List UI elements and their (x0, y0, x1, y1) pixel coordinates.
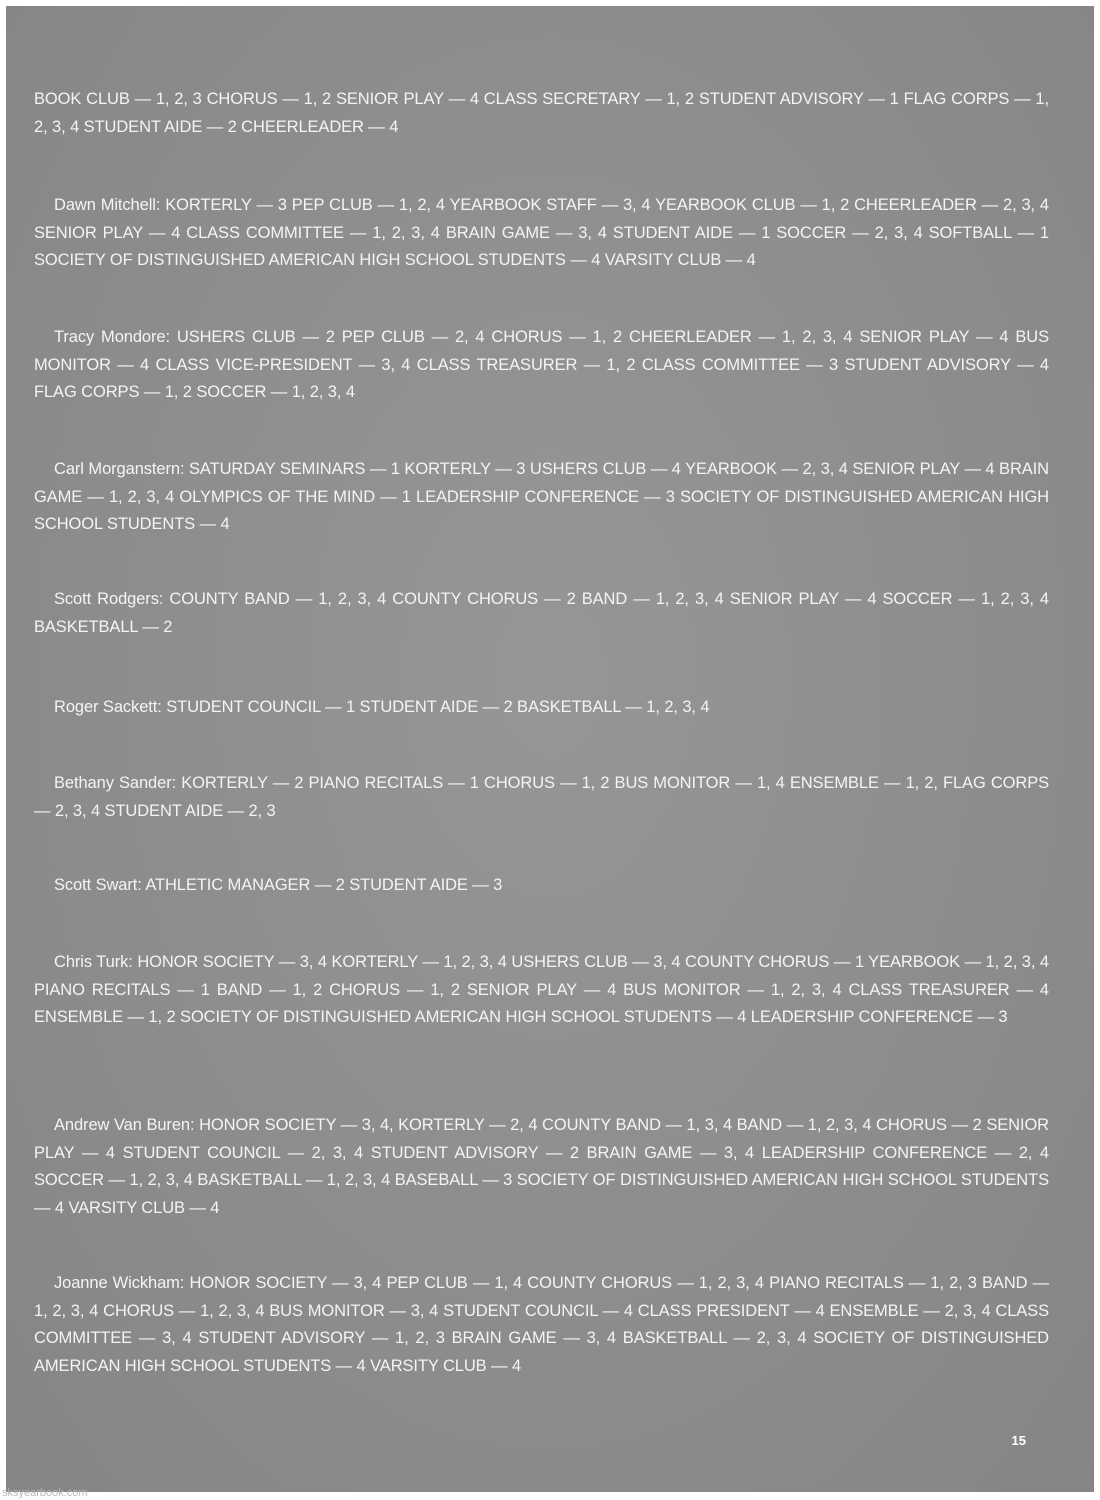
activity-list: USHERS CLUB — 2 PEP CLUB — 2, 4 CHORUS — 1, 2 CHEERLEADER — 1, 2, 3, 4 SENIOR PLAY — 4 BUS MONITOR — 4 CLASS VICE-PRESIDENT — 3, 4 CLASS TREASURER — 1, 2 CLASS COMMITTEE — 3 STUDENT ADVISORY — 4 FLAG CORPS — 1, 2 SOCCER — 1, 2, 3, 4 (34, 328, 1049, 401)
student-name: Dawn Mitchell: (54, 196, 166, 214)
activity-list: ATHLETIC MANAGER — 2 STUDENT AIDE — 3 (145, 876, 503, 894)
student-name: Bethany Sander: (54, 774, 182, 792)
activity-list: STUDENT COUNCIL — 1 STUDENT AIDE — 2 BASKETBALL — 1, 2, 3, 4 (166, 698, 710, 716)
activity-entry (34, 1270, 1049, 1380)
activity-entry (34, 694, 1049, 722)
activity-list: KORTERLY — 3 PEP CLUB — 1, 2, 4 YEARBOOK STAFF — 3, 4 YEARBOOK CLUB — 1, 2 CHEERLEADER — 2, 3, 4 SENIOR PLAY — 4 CLASS COMMITTEE — 1, 2, 3, 4 BRAIN GAME — 3, 4 STUDENT AIDE — 1 SOCCER — 2, 3, 4 SOFTBALL — 1 SOCIETY OF DISTINGUISHED AMERICAN HIGH SCHOOL STUDENTS — 4 VARSITY CLUB — 4 (34, 196, 1049, 269)
student-name: Tracy Mondore: (54, 328, 177, 346)
yearbook-page (6, 6, 1094, 1492)
student-name: Roger Sackett: (54, 698, 167, 716)
activity-entry (34, 456, 1049, 539)
activity-entry (34, 324, 1049, 407)
activity-list: COUNTY BAND — 1, 2, 3, 4 COUNTY CHORUS — 2 BAND — 1, 2, 3, 4 SENIOR PLAY — 4 SOCCER — 1, 2, 3, 4 BASKETBALL — 2 (34, 590, 1049, 636)
student-name: Andrew Van Buren: (54, 1116, 200, 1134)
activity-entry (34, 770, 1049, 825)
student-name: Carl Morganstern: (54, 460, 189, 478)
activity-entry (34, 86, 1049, 141)
activity-entry (34, 586, 1049, 641)
activity-list: SATURDAY SEMINARS — 1 KORTERLY — 3 USHERS CLUB — 4 YEARBOOK — 2, 3, 4 SENIOR PLAY — 4 BRAIN GAME — 1, 2, 3, 4 OLYMPICS OF THE MIND — 1 LEADERSHIP CONFERENCE — 3 SOCIETY OF DISTINGUISHED AMERICAN HIGH SCHOOL STUDENTS — 4 (34, 460, 1049, 533)
activity-list: HONOR SOCIETY — 3, 4, KORTERLY — 2, 4 COUNTY BAND — 1, 3, 4 BAND — 1, 2, 3, 4 CHORUS — 2 SENIOR PLAY — 4 STUDENT COUNCIL — 2, 3, 4 STUDENT ADVISORY — 2 BRAIN GAME — 3, 4 LEADERSHIP CONFERENCE — 2, 4 SOCCER — 1, 2, 3, 4 BASKETBALL — 1, 2, 3, 4 BASEBALL — 3 SOCIETY OF DISTINGUISHED AMERICAN HIGH SCHOOL STUDENTS — 4 VARSITY CLUB — 4 (34, 1116, 1049, 1217)
activity-list: HONOR SOCIETY — 3, 4 PEP CLUB — 1, 4 COUNTY CHORUS — 1, 2, 3, 4 PIANO RECITALS — 1, 2, 3 BAND — 1, 2, 3, 4 CHORUS — 1, 2, 3, 4 BUS MONITOR — 3, 4 STUDENT COUNCIL — 4 CLASS PRESIDENT — 4 ENSEMBLE — 2, 3, 4 CLASS COMMITTEE — 3, 4 STUDENT ADVISORY — 1, 2, 3 BRAIN GAME — 3, 4 BASKETBALL — 2, 3, 4 SOCIETY OF DISTINGUISHED AMERICAN HIGH SCHOOL STUDENTS — 4 VARSITY CLUB — 4 (34, 1274, 1049, 1375)
page-number: 15 (1011, 1433, 1026, 1448)
activity-list: KORTERLY — 2 PIANO RECITALS — 1 CHORUS — 1, 2 BUS MONITOR — 1, 4 ENSEMBLE — 1, 2, FLAG CORPS — 2, 3, 4 STUDENT AIDE — 2, 3 (34, 774, 1050, 820)
activity-entry (34, 192, 1049, 275)
student-name: Scott Swart: (54, 876, 146, 894)
activity-list: HONOR SOCIETY — 3, 4 KORTERLY — 1, 2, 3, 4 USHERS CLUB — 3, 4 COUNTY CHORUS — 1 YEARBOOK — 1, 2, 3, 4 PIANO RECITALS — 1 BAND — 1, 2 CHORUS — 1, 2 SENIOR PLAY — 4 BUS MONITOR — 1, 2, 3, 4 CLASS TREASURER — 4 ENSEMBLE — 1, 2 SOCIETY OF DISTINGUISHED AMERICAN HIGH SCHOOL STUDENTS — 4 LEADERSHIP CONFERENCE — 3 (34, 953, 1049, 1026)
student-name: Joanne Wickham: (54, 1274, 190, 1292)
student-name: Scott Rodgers: (54, 590, 170, 608)
watermark: sksyearbook.com (2, 1487, 88, 1499)
activity-list: BOOK CLUB — 1, 2, 3 CHORUS — 1, 2 SENIOR PLAY — 4 CLASS SECRETARY — 1, 2 STUDENT ADVISORY — 1 FLAG CORPS — 1, 2, 3, 4 STUDENT AIDE — 2 CHEERLEADER — 4 (34, 90, 1049, 136)
activity-entry (34, 949, 1049, 1032)
activity-entry (34, 872, 1049, 900)
activity-entry (34, 1112, 1049, 1222)
student-name: Chris Turk: (54, 953, 138, 971)
